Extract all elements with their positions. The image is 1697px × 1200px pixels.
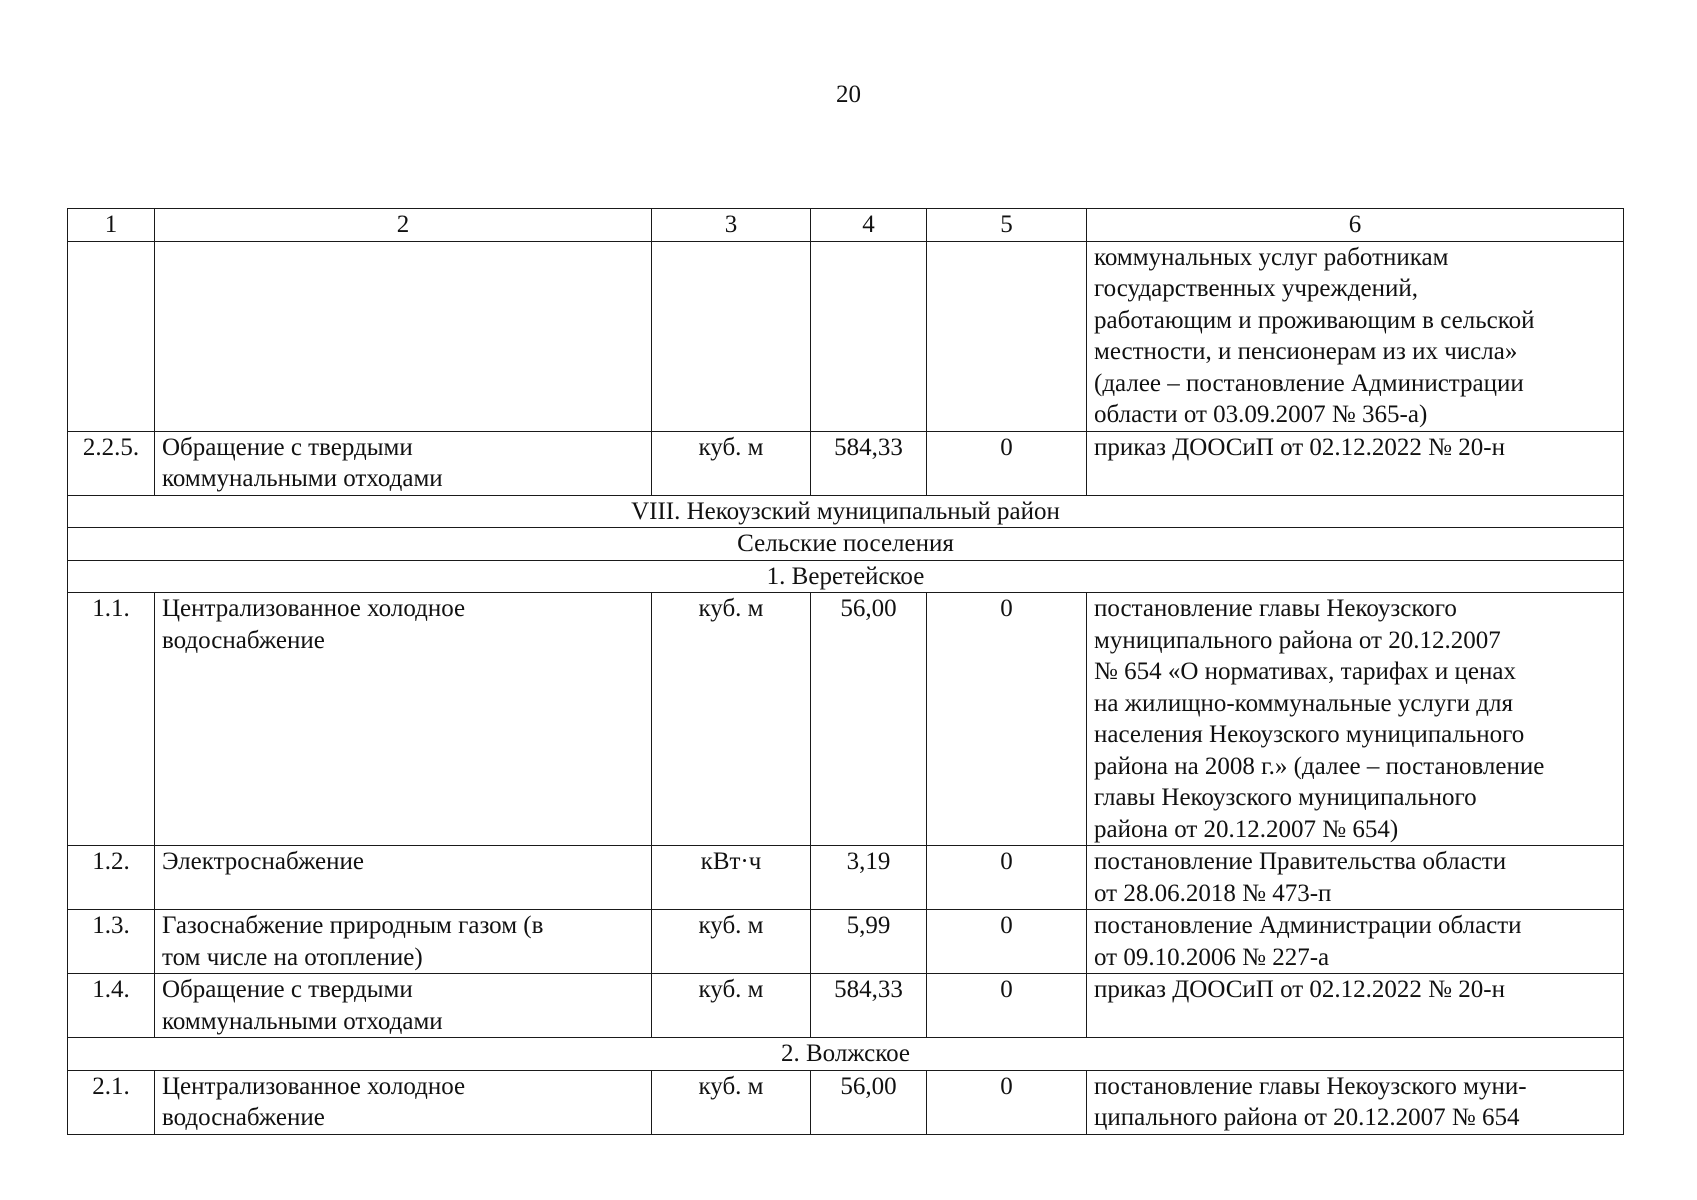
norm-value: [811, 241, 927, 431]
legal-basis: [1087, 1070, 1624, 1134]
section-heading: 2. Волжское: [68, 1038, 1624, 1071]
legal-basis-line: работающим и проживающим в сельской: [1094, 306, 1535, 334]
column-header: 3: [652, 209, 811, 242]
row-number: 1.3.: [68, 910, 155, 974]
service-name: [155, 241, 652, 431]
extra-value: 0: [927, 431, 1087, 495]
row-number: 1.4.: [68, 974, 155, 1038]
column-header: 5: [927, 209, 1087, 242]
extra-value: 0: [927, 846, 1087, 910]
row-number: 2.1.: [68, 1070, 155, 1134]
service-name: [155, 910, 652, 974]
section-heading-row: [68, 528, 1624, 561]
service-name-line: Обращение с твердыми: [162, 433, 413, 461]
table-row: [68, 593, 1624, 846]
service-name: [155, 431, 652, 495]
service-name: [155, 846, 652, 910]
section-heading: 1. Веретейское: [68, 560, 1624, 593]
service-name-line: коммунальными отходами: [162, 465, 443, 492]
legal-basis: [1087, 910, 1624, 974]
table-row: [68, 1070, 1624, 1134]
unit: [652, 241, 811, 431]
legal-basis-line: области от 03.09.2007 № 365-а): [1094, 401, 1428, 428]
legal-basis-line: приказ ДООСиП от 02.12.2022 № 20-н: [1094, 433, 1505, 461]
section-heading: Сельские поселения: [68, 528, 1624, 561]
row-number: 2.2.5.: [68, 431, 155, 495]
legal-basis: [1087, 974, 1624, 1038]
tariff-table: [67, 208, 1624, 1135]
unit: куб. м: [652, 431, 811, 495]
extra-value: 0: [927, 910, 1087, 974]
legal-basis-line: главы Некоузского муниципального: [1094, 784, 1477, 811]
legal-basis-line: государственных учреждений,: [1094, 275, 1418, 302]
legal-basis-line: района на 2008 г.» (далее – постановление: [1094, 752, 1545, 780]
legal-basis-line: постановление главы Некоузского: [1094, 595, 1457, 622]
norm-value: 56,00: [811, 593, 927, 846]
legal-basis-line: населения Некоузского муниципального: [1094, 721, 1525, 748]
legal-basis-line: постановление Администрации области: [1094, 912, 1522, 939]
table-row: [68, 974, 1624, 1038]
legal-basis-line: ципального района от 20.12.2007 № 654: [1094, 1104, 1520, 1131]
unit: куб. м: [652, 910, 811, 974]
section-heading-row: [68, 495, 1624, 528]
service-name: [155, 974, 652, 1038]
service-name: [155, 1070, 652, 1134]
legal-basis: [1087, 846, 1624, 910]
service-name-line: Централизованное холодное: [162, 1072, 466, 1100]
legal-basis: [1087, 431, 1624, 495]
service-name-line: Газоснабжение природным газом (в: [162, 912, 544, 939]
table-row: [68, 431, 1624, 495]
extra-value: 0: [927, 1070, 1087, 1134]
legal-basis-line: муниципального района от 20.12.2007: [1094, 626, 1501, 654]
norm-value: 584,33: [811, 431, 927, 495]
legal-basis: [1087, 241, 1624, 431]
column-header: 2: [155, 209, 652, 242]
unit: куб. м: [652, 1070, 811, 1134]
service-name: [155, 593, 652, 846]
norm-value: 56,00: [811, 1070, 927, 1134]
legal-basis-line: от 09.10.2006 № 227-а: [1094, 943, 1330, 971]
legal-basis-line: приказ ДООСиП от 02.12.2022 № 20-н: [1094, 976, 1505, 1003]
legal-basis-line: № 654 «О нормативах, тарифах и ценах: [1094, 658, 1516, 685]
service-name-line: Централизованное холодное: [162, 595, 466, 622]
service-name-line: коммунальными отходами: [162, 1007, 443, 1035]
legal-basis-line: на жилищно-коммунальные услуги для: [1094, 689, 1513, 717]
row-number: [68, 241, 155, 431]
table-header-row: [68, 209, 1624, 242]
legal-basis-line: постановление главы Некоузского муни-: [1094, 1072, 1527, 1100]
extra-value: 0: [927, 593, 1087, 846]
service-name-line: водоснабжение: [162, 1104, 325, 1131]
legal-basis-line: постановление Правительства области: [1094, 848, 1507, 875]
unit: куб. м: [652, 593, 811, 846]
table-row: [68, 846, 1624, 910]
unit: кВт·ч: [652, 846, 811, 910]
column-header: 6: [1087, 209, 1624, 242]
norm-value: 5,99: [811, 910, 927, 974]
legal-basis-line: коммунальных услуг работникам: [1094, 243, 1449, 271]
extra-value: [927, 241, 1087, 431]
table-row: [68, 910, 1624, 974]
unit: куб. м: [652, 974, 811, 1038]
section-heading-row: [68, 560, 1624, 593]
extra-value: 0: [927, 974, 1087, 1038]
legal-basis-line: местности, и пенсионерам из их числа»: [1094, 338, 1518, 365]
table-row: [68, 241, 1624, 431]
legal-basis: [1087, 593, 1624, 846]
norm-value: 584,33: [811, 974, 927, 1038]
row-number: 1.1.: [68, 593, 155, 846]
service-name-line: Электроснабжение: [162, 848, 364, 875]
legal-basis-line: от 28.06.2018 № 473-п: [1094, 879, 1332, 907]
norm-value: 3,19: [811, 846, 927, 910]
row-number: 1.2.: [68, 846, 155, 910]
service-name-line: водоснабжение: [162, 626, 325, 654]
page-number: 20: [836, 81, 861, 108]
legal-basis-line: (далее – постановление Администрации: [1094, 369, 1524, 397]
service-name-line: том числе на отопление): [162, 943, 423, 971]
column-header: 1: [68, 209, 155, 242]
section-heading: VIII. Некоузский муниципальный район: [68, 495, 1624, 528]
column-header: 4: [811, 209, 927, 242]
section-heading-row: [68, 1038, 1624, 1071]
service-name-line: Обращение с твердыми: [162, 976, 413, 1003]
legal-basis-line: района от 20.12.2007 № 654): [1094, 815, 1399, 843]
